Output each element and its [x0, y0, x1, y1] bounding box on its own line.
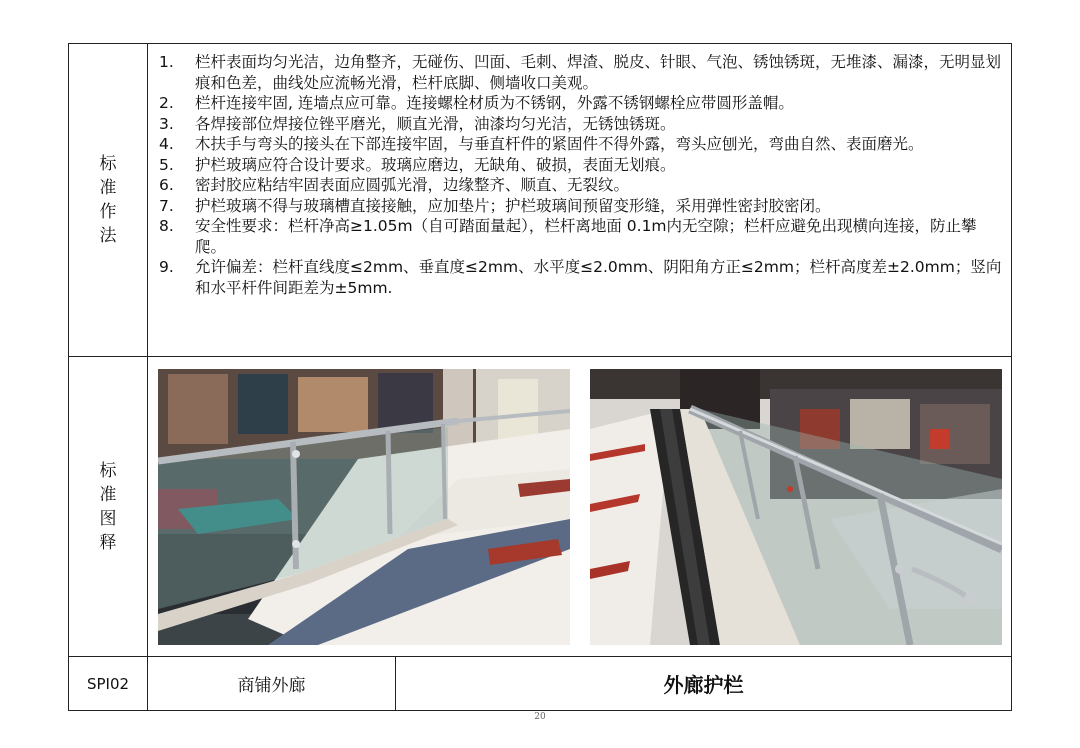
list-item [157, 216, 1007, 257]
item-number: 6. [159, 176, 174, 194]
item-text: 护栏玻璃应符合设计要求。玻璃应磨边，无缺角、破损，表面无划痕。 [195, 155, 676, 174]
railing-photo-right [590, 369, 1002, 645]
item-number: 2. [159, 94, 174, 112]
item-number: 1. [159, 53, 174, 71]
item-text: 护栏玻璃不得与玻璃槽直接接触，应加垫片；护栏玻璃间预留变形缝，采用弹性密封胶密闭。 [195, 196, 831, 215]
item-number: 7. [159, 196, 174, 215]
item-text: 栏杆连接牢固, 连墙点应可靠。连接螺栓材质为不锈钢，外露不锈钢螺栓应带圆形盖帽。 [195, 94, 794, 112]
label-char: 作 [99, 202, 117, 222]
standard-illustration-row [69, 357, 1011, 657]
list-item [157, 257, 1007, 298]
area-name: 商铺外廊 [148, 657, 396, 710]
standard-code: SPI02 [69, 657, 148, 710]
standard-practice-list [157, 52, 1007, 298]
label-char: 图 [99, 509, 117, 529]
item-number: 5. [159, 155, 174, 174]
railing-photo-left [158, 369, 570, 645]
list-item [157, 196, 1007, 217]
item-text: 安全性要求：栏杆净高≥1.05m（自可踏面量起），栏杆离地面 0.1m内无空隙；栏杆应避免出现横向连接，防止攀爬。 [195, 217, 977, 256]
label-char: 准 [99, 485, 117, 505]
list-item [157, 155, 1007, 176]
list-item [157, 175, 1007, 196]
standard-sheet [68, 43, 1012, 711]
item-title: 外廊护栏 [663, 673, 744, 697]
label-char: 标 [99, 461, 117, 481]
standard-illustration-label [69, 357, 148, 656]
label-char: 准 [99, 178, 117, 198]
item-text: 密封胶应粘结牢固表面应圆弧光滑，边缘整齐、顺直、无裂纹。 [195, 176, 630, 194]
item-number: 8. [159, 217, 174, 235]
item-text: 栏杆表面均匀光洁，边角整齐，无碰伤、凹面、毛刺、焊渣、脱皮、针眼、气泡、锈蚀锈斑，无堆漆、漏漆，无明显划痕和色差，曲线处应流畅光滑，栏杆底脚、侧墙收口美观。 [195, 53, 1002, 92]
item-number: 4. [159, 135, 174, 153]
list-item [157, 93, 1007, 114]
item-text: 木扶手与弯头的接头在下部连接牢固，与垂直杆件的紧固件不得外露，弯头应刨光，弯曲自然、表面磨光。 [195, 135, 924, 153]
item-text: 允许偏差：栏杆直线度≤2mm、垂直度≤2mm、水平度≤2.0mm、阴阳角方正≤2mm；栏杆高度差±2.0mm；竖向和水平杆件间距差为±5mm. [195, 258, 1002, 297]
list-item [157, 114, 1007, 135]
label-char: 释 [99, 533, 117, 553]
item-text: 各焊接部位焊接位锉平磨光，顺直光滑，油漆均匀光洁，无锈蚀锈斑。 [195, 114, 676, 133]
page-number: 20 [534, 712, 546, 722]
item-number: 3. [159, 114, 174, 133]
label-char: 标 [99, 154, 117, 174]
standard-practice-label [69, 44, 148, 356]
list-item [157, 134, 1007, 155]
glass-railing-photo-illustration [158, 369, 570, 645]
label-char: 法 [99, 226, 117, 246]
standard-practice-row [69, 44, 1011, 357]
footer-row [69, 657, 1011, 710]
item-number: 9. [159, 258, 174, 276]
list-item [157, 52, 1007, 93]
glass-railing-photo-illustration [590, 369, 1002, 645]
